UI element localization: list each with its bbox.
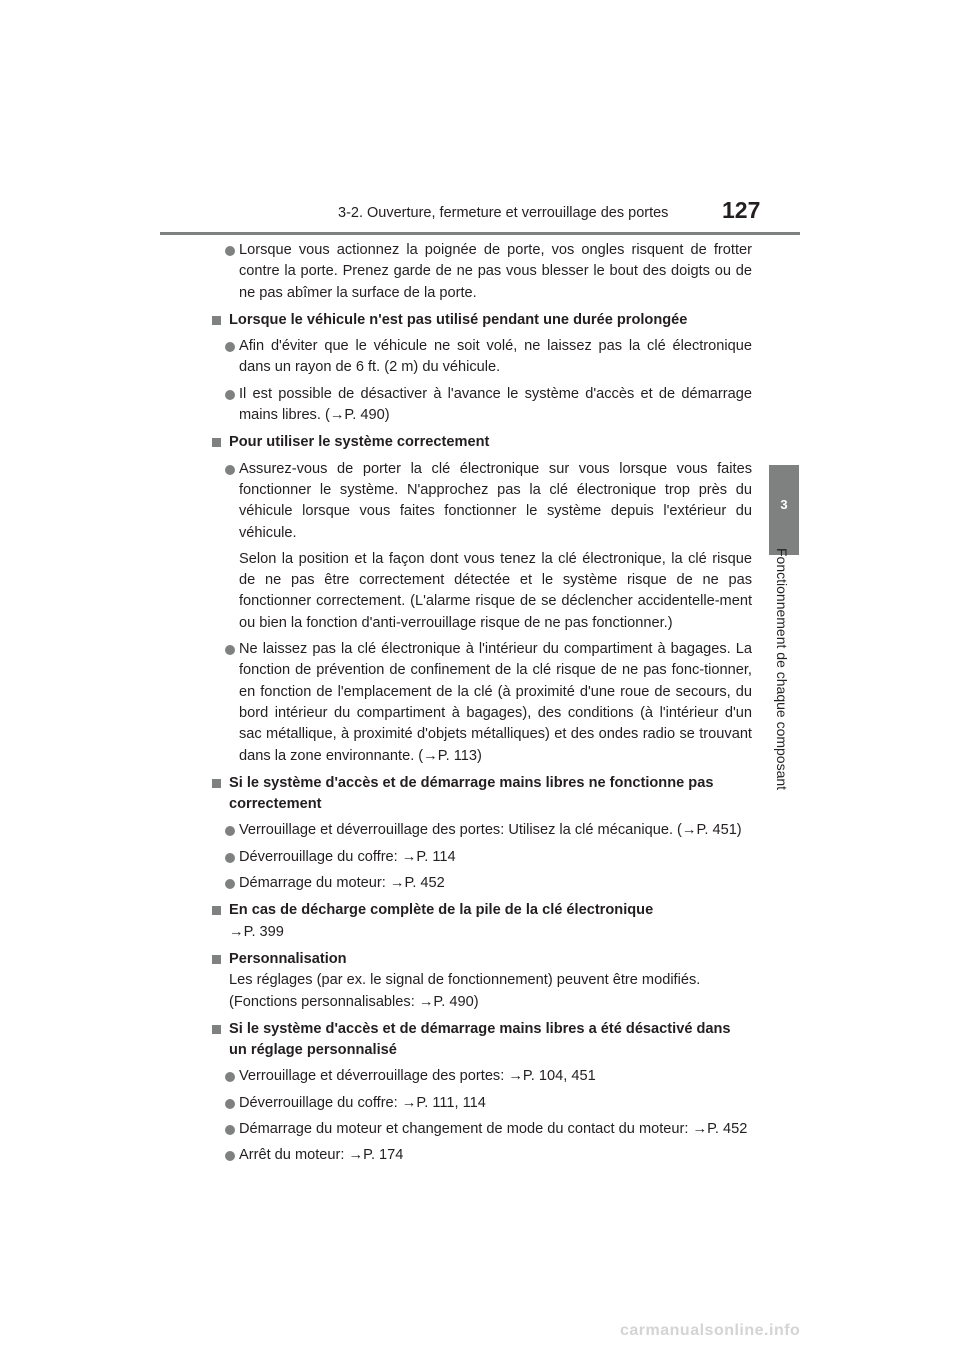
bullet-text: Lorsque vous actionnez la poignée de porte, vos ongles risquent de frotter contre la porte. Prenez garde de ne pas vous blesser le bout des doigts ou de ne pas abîmer la surface de la porte. xyxy=(239,242,752,301)
bullet-item xyxy=(212,336,752,379)
paragraph-text: Selon la position et la façon dont vous tenez la clé électronique, la clé risque de ne pas être correctement détectée et le système risque de ne pas fonctionner correctement. (L'alarme risque de se déclencher accidentelle-ment ou bien la fonction d'anti-verrouillage risque de ne pas fonctionner.) xyxy=(239,550,752,631)
section-heading xyxy=(212,1019,752,1062)
header-rule xyxy=(160,232,800,235)
circle-bullet-icon xyxy=(225,1072,235,1082)
heading-paragraph xyxy=(212,922,752,943)
chapter-number: 3 xyxy=(780,497,788,512)
watermark: carmanualsonline.info xyxy=(620,1322,801,1339)
bullet-text: Démarrage du moteur et changement de mode du contact du moteur: →P. 452 xyxy=(239,1120,748,1137)
section-heading xyxy=(212,432,752,453)
circle-bullet-icon xyxy=(225,826,235,836)
paragraph-text: Les réglages (par ex. le signal de fonctionnement) peuvent être modifiés. (Fonctions personnalisables: →P. 490) xyxy=(229,972,701,1010)
paragraph-text: →P. 399 xyxy=(229,923,284,940)
bullet-item xyxy=(212,459,752,544)
bullet-text: Démarrage du moteur: →P. 452 xyxy=(239,875,445,892)
bullet-item xyxy=(212,1145,752,1166)
page-content xyxy=(212,240,752,1167)
square-bullet-icon xyxy=(212,955,221,964)
circle-bullet-icon xyxy=(225,342,235,352)
bullet-text: Déverrouillage du coffre: →P. 114 xyxy=(239,848,456,865)
section-title: 3-2. Ouverture, fermeture et verrouillage des portes xyxy=(338,205,669,221)
page-number: 127 xyxy=(722,197,761,223)
square-bullet-icon xyxy=(212,438,221,447)
bullet-text: Déverrouillage du coffre: →P. 111, 114 xyxy=(239,1094,486,1111)
square-bullet-icon xyxy=(212,906,221,915)
section-heading-text: Si le système d'accès et de démarrage mains libres a été désactivé dans un réglage personnalisé xyxy=(229,1020,731,1059)
circle-bullet-icon xyxy=(225,1099,235,1109)
circle-bullet-icon xyxy=(225,465,235,475)
bullet-text: Verrouillage et déverrouillage des portes: →P. 104, 451 xyxy=(239,1068,596,1085)
square-bullet-icon xyxy=(212,779,221,788)
heading-paragraph xyxy=(212,970,752,1013)
section-heading xyxy=(212,773,752,816)
section-heading-text: En cas de décharge complète de la pile de la clé électronique xyxy=(229,902,654,919)
circle-bullet-icon xyxy=(225,645,235,655)
bullet-text: Il est possible de désactiver à l'avance le système d'accès et de démarrage mains libres. (→P. 490) xyxy=(239,385,752,424)
circle-bullet-icon xyxy=(225,853,235,863)
section-heading xyxy=(212,949,752,970)
bullet-text: Ne laissez pas la clé électronique à l'intérieur du compartiment à bagages. La fonction de prévention de confinement de la clé risque de ne pas fonc-tionner, en fonction de l'emplacement de la clé (à proximité d'une roue de secours, du bord intérieur du compartiment à bagages), des conditions (à l'intérieur d'un sac métallique, à proximité d'objets métalliques) et des ondes radio se trouvant dans la zone environnante. (→P. 113) xyxy=(239,641,752,764)
section-heading-text: Personnalisation xyxy=(229,950,347,967)
section-heading-text: Si le système d'accès et de démarrage mains libres ne fonctionne pas correctement xyxy=(229,774,714,813)
circle-bullet-icon xyxy=(225,1151,235,1161)
section-heading xyxy=(212,900,752,921)
circle-bullet-icon xyxy=(225,246,235,256)
circle-bullet-icon xyxy=(225,390,235,400)
circle-bullet-icon xyxy=(225,879,235,889)
bullet-item xyxy=(212,1066,752,1087)
bullet-text: Assurez-vous de porter la clé électronique sur vous lorsque vous faites fonctionner le système. N'approchez pas la clé électronique trop près du véhicule lorsque vous faites fonctionner le système depuis l'extérieur du véhicule. xyxy=(239,460,752,541)
bullet-text: Arrêt du moteur: →P. 174 xyxy=(239,1147,404,1164)
bullet-item xyxy=(212,240,752,304)
bullet-text: Afin d'éviter que le véhicule ne soit volé, ne laissez pas la clé électronique dans un rayon de 6 ft. (2 m) du véhicule. xyxy=(239,338,752,376)
paragraph xyxy=(212,549,752,634)
bullet-item xyxy=(212,639,752,767)
bullet-item xyxy=(212,820,752,841)
square-bullet-icon xyxy=(212,1025,221,1034)
chapter-label: Fonctionnement de chaque composant xyxy=(774,548,790,791)
circle-bullet-icon xyxy=(225,1125,235,1135)
bullet-item xyxy=(212,847,752,868)
bullet-item xyxy=(212,1119,752,1140)
bullet-text: Verrouillage et déverrouillage des portes: Utilisez la clé mécanique. (→P. 451) xyxy=(239,822,742,839)
section-heading xyxy=(212,310,752,331)
bullet-item xyxy=(212,873,752,894)
square-bullet-icon xyxy=(212,316,221,325)
section-heading-text: Pour utiliser le système correctement xyxy=(229,434,490,451)
bullet-item xyxy=(212,1093,752,1114)
section-heading-text: Lorsque le véhicule n'est pas utilisé pendant une durée prolongée xyxy=(229,311,688,328)
bullet-item xyxy=(212,384,752,427)
